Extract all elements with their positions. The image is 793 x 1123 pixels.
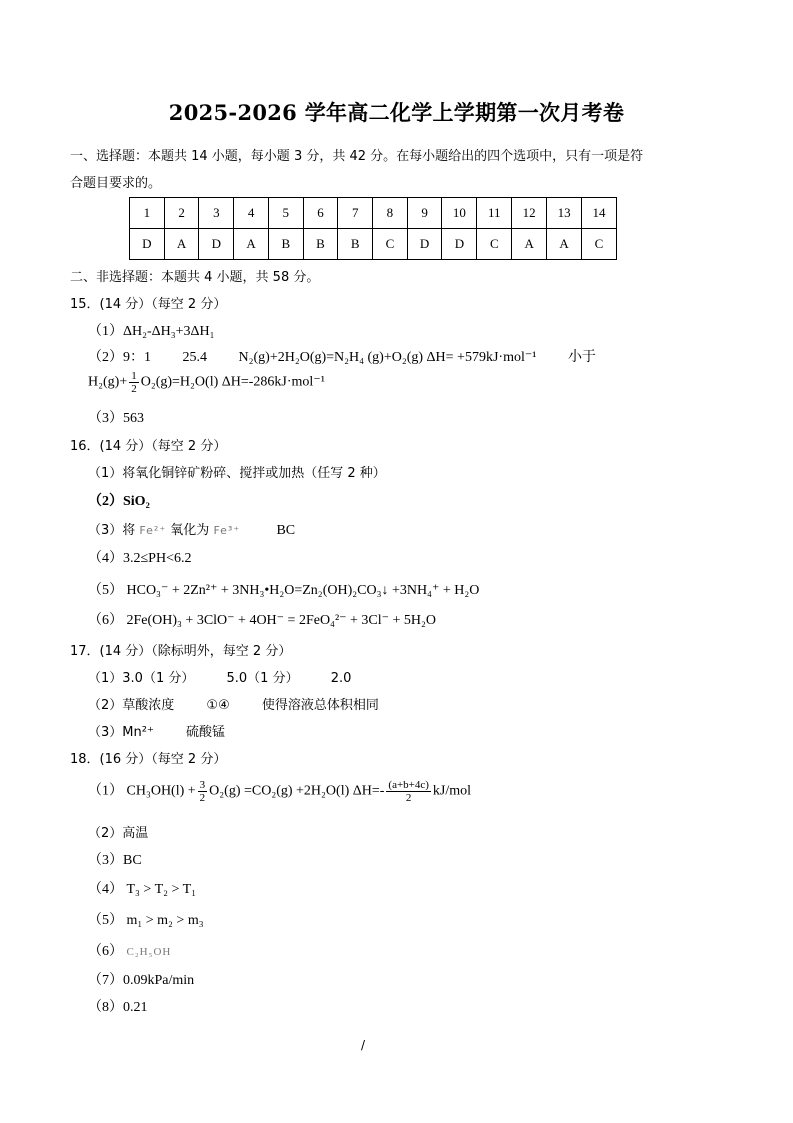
- answer-cell: B: [268, 229, 303, 260]
- q15-answer-3: （3）563: [88, 411, 144, 426]
- q17-answer-1: [88, 667, 351, 686]
- q15-answer-2-equation-2: [88, 370, 325, 395]
- fraction-numerator: 3: [199, 779, 206, 791]
- q18-answer-1: [88, 779, 471, 804]
- q16-answer-3: [88, 519, 295, 539]
- q17-answer-1a: （1）3.0（1 分）: [88, 671, 195, 686]
- section2-heading: 二、非选择题：本题共 4 小题，共 58 分。: [70, 270, 320, 285]
- q17-answer-3a: （3）Mn²⁺: [88, 725, 154, 740]
- question-number-cell: 1: [130, 198, 165, 229]
- q16-answer-5: （5） HCO₃⁻ + 2Zn²⁺ + 3NH₃•H₂O=Zn₂(OH)₂CO₃↓ +3NH₄⁺ + H₂O: [88, 583, 480, 598]
- q17-answer-2: [88, 694, 379, 713]
- q15-answer-2: [88, 346, 596, 366]
- text-part: （6）: [88, 944, 123, 959]
- q17-heading: 17．(14 分）（除标明外，每空 2 分）: [70, 644, 292, 659]
- eq-part: O₂(g) =CO₂(g) +2H₂O(l) ΔH=-: [209, 783, 385, 799]
- question-number-cell: 12: [512, 198, 547, 229]
- fraction: [386, 779, 431, 804]
- section1-intro-line1: 一、选择题：本题共 14 小题，每小题 3 分，共 42 分。在每小题给出的四个选项中，只有一项是符: [70, 149, 644, 164]
- question-number-cell: 13: [547, 198, 582, 229]
- q16-heading: 16．(14 分）（每空 2 分）: [70, 439, 227, 454]
- q18-answer-3: （3）BC: [88, 853, 142, 868]
- answer-cell: A: [512, 229, 547, 260]
- answer-table-number-row: [130, 198, 617, 229]
- fraction: [198, 779, 208, 804]
- answer-cell: C: [477, 229, 512, 260]
- page-title: 2025-2026 学年高二化学上学期第一次月考卷: [168, 100, 625, 125]
- q17-answer-1b: 5.0（1 分）: [226, 671, 299, 686]
- q18-answer-6: [88, 940, 171, 960]
- q18-answer-4: （4） T₃ > T₂ > T₁: [88, 882, 197, 897]
- answer-cell: D: [130, 229, 165, 260]
- answer-cell: D: [442, 229, 477, 260]
- fraction-denominator: 2: [405, 792, 412, 804]
- q17-answer-3: [88, 721, 225, 740]
- q18-answer-2: （2）高温: [88, 826, 149, 841]
- question-number-cell: 3: [199, 198, 234, 229]
- fraction-denominator: 2: [199, 792, 206, 804]
- q18-answer-8: （8）0.21: [88, 1000, 148, 1015]
- answer-cell: B: [338, 229, 373, 260]
- q15-heading: 15．(14 分）（每空 2 分）: [70, 297, 227, 312]
- eq-part: H₂(g)+: [88, 374, 128, 390]
- answer-cell: A: [234, 229, 269, 260]
- q17-answer-1c: 2.0: [330, 671, 352, 686]
- page-footer: /: [361, 1038, 366, 1052]
- q17-answer-2c: 使得溶液总体积相同: [261, 698, 379, 713]
- question-number-cell: 7: [338, 198, 373, 229]
- ion-fe3: Fe³⁺: [213, 524, 241, 537]
- q15-answer-2-ratio: （2）9：1: [88, 350, 151, 365]
- eq-part: O₂(g)=H₂O(l) ΔH=-286kJ·mol⁻¹: [140, 374, 325, 390]
- q18-answer-6-value: C₂H₅OH: [126, 946, 172, 958]
- fraction-numerator: (a+b+4c): [388, 779, 429, 791]
- question-number-cell: 8: [373, 198, 408, 229]
- answer-cell: A: [164, 229, 199, 260]
- q15-answer-2-equation: N₂(g)+2H₂O(g)=N₂H₄ (g)+O₂(g) ΔH= +579kJ·mol⁻¹: [238, 350, 537, 365]
- fraction-numerator: 1: [131, 370, 137, 382]
- answer-cell: C: [582, 229, 617, 260]
- q17-answer-3b: 硫酸锰: [185, 725, 225, 740]
- section1-intro-line2: 合题目要求的。: [70, 176, 162, 191]
- text-part: （3）将: [88, 523, 136, 538]
- text-part: （1）: [88, 783, 123, 799]
- answer-cell: B: [303, 229, 338, 260]
- question-number-cell: 14: [582, 198, 617, 229]
- q15-answer-2-compare: 小于: [567, 350, 596, 365]
- fraction: [129, 370, 139, 395]
- question-number-cell: 4: [234, 198, 269, 229]
- q15-answer-2-value: 25.4: [182, 350, 207, 365]
- q15-answer-1: （1）ΔH₂-ΔH₃+3ΔH₁: [88, 324, 215, 339]
- question-number-cell: 6: [303, 198, 338, 229]
- q18-answer-7: （7）0.09kPa/min: [88, 973, 195, 988]
- q16-answer-2: （2）SiO₂: [88, 494, 150, 509]
- q16-answer-1: （1）将氧化铜锌矿粉碎、搅拌或加热（任写 2 种）: [88, 466, 386, 481]
- q16-answer-3-choice: BC: [276, 523, 296, 538]
- question-number-cell: 10: [442, 198, 477, 229]
- answer-table-answer-row: [130, 229, 617, 260]
- question-number-cell: 11: [477, 198, 512, 229]
- answer-cell: C: [373, 229, 408, 260]
- unit: kJ/mol: [432, 783, 472, 799]
- q18-heading: 18．(16 分）（每空 2 分）: [70, 752, 227, 767]
- fraction-denominator: 2: [131, 383, 137, 395]
- answer-cell: D: [407, 229, 442, 260]
- q17-answer-2b: ①④: [206, 698, 230, 713]
- question-number-cell: 9: [407, 198, 442, 229]
- ion-fe2: Fe²⁺: [139, 524, 167, 537]
- question-number-cell: 2: [164, 198, 199, 229]
- q17-answer-2a: （2）草酸浓度: [88, 698, 175, 713]
- answer-table: [129, 197, 617, 260]
- eq-part: CH₃OH(l) +: [126, 783, 196, 799]
- q18-answer-5: （5） m₁ > m₂ > m₃: [88, 913, 204, 928]
- answer-cell: D: [199, 229, 234, 260]
- q16-answer-4: （4）3.2≤PH<6.2: [88, 551, 192, 566]
- question-number-cell: 5: [268, 198, 303, 229]
- text-part: 氧化为: [170, 523, 210, 538]
- q16-answer-6: （6） 2Fe(OH)₃ + 3ClO⁻ + 4OH⁻ = 2FeO₄²⁻ + 3Cl⁻ + 5H₂O: [88, 613, 437, 628]
- answer-cell: A: [547, 229, 582, 260]
